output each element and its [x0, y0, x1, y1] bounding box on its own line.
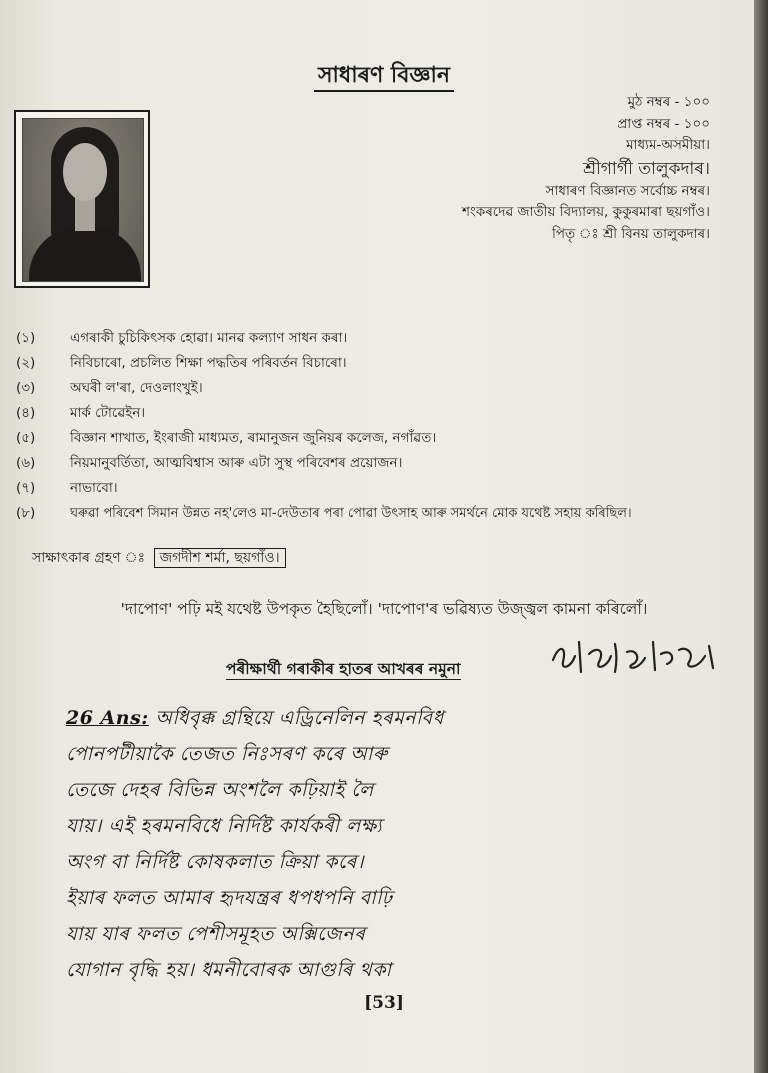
interview-credit [32, 547, 286, 569]
list-item: (৫) বিজ্ঞান শাখাত, ইংৰাজী মাধ্যমত, ৰামানুজন জুনিয়ৰ কলেজ, নগাঁৱত। [16, 430, 437, 446]
list-item: (৬) নিয়মানুবৰ্তিতা, আত্মবিশ্বাস আৰু এটা সুস্থ পৰিবেশৰ প্ৰয়োজন। [16, 455, 403, 471]
list-item: (৮) ঘৰুৱা পৰিবেশ সিমান উন্নত নহ'লেও মা-দেউতাৰ পৰা পোৱা উৎসাহ আৰু সমৰ্থনে মোক যথেষ্ট সহায় কৰিছিল। [16, 505, 632, 521]
answer-prefix: 26 Ans: [66, 707, 149, 729]
list-item: (১) এগৰাকী চুচিকিৎসক হোৱা। মানৱ কল্যাণ সাধন কৰা। [16, 330, 348, 346]
portrait-image [22, 118, 144, 282]
handwriting-line: যায়। এই হৰমনবিধে নিৰ্দিষ্ট কাৰ্যকৰী লক্ষ্য [66, 815, 383, 837]
interviewer-name: জগদীশ শৰ্মা, ছয়গাঁও। [154, 548, 286, 568]
student-name: শ্ৰীগাৰ্গী তালুকদাৰ। [583, 158, 710, 179]
page-number: [53] [364, 993, 404, 1013]
handwriting-line: তেজে দেহৰ বিভিন্ন অংশলৈ কঢ়িয়াই লৈ [66, 779, 374, 801]
school-name: শংকৰদেৱ জাতীয় বিদ্যালয়, কুকুৰমাৰা ছয়গাঁও। [461, 204, 710, 220]
student-info [462, 92, 710, 245]
handwriting-line: যোগান বৃদ্ধি হয়। ধমনীবোৰক আগুৰি থকা [66, 959, 392, 981]
signature [545, 632, 725, 682]
handwriting-sample [66, 700, 706, 988]
achievement: সাধাৰণ বিজ্ঞানত সৰ্বোচ্চ নম্বৰ। [545, 182, 710, 199]
handwriting-sample-heading: পৰীক্ষাৰ্থী গৰাকীৰ হাতৰ আখৰৰ নমুনা [226, 660, 461, 678]
page-title: সাধাৰণ বিজ্ঞান [0, 58, 768, 95]
answer-list [16, 326, 746, 526]
handwriting-line: যায় যাৰ ফলত পেশীসমূহত অক্সিজেনৰ [66, 923, 366, 945]
list-item: (৩) অঘৰী ল'ৰা, দেওলাংখুই। [16, 380, 203, 396]
list-item: (৪) মাৰ্ক টোৱেইন। [16, 405, 146, 421]
interview-label: সাক্ষাৎকাৰ গ্ৰহণ ঃ [32, 550, 146, 566]
medium: মাধ্যম-অসমীয়া। [626, 137, 710, 153]
handwriting-line: পোনপটীয়াকৈ তেজত নিঃসৰণ কৰে আৰু [66, 743, 388, 765]
handwriting-line: অংগ বা নিৰ্দিষ্ট কোষকলাত ক্ৰিয়া কৰে। [66, 851, 365, 873]
father-name: পিতৃ ঃ শ্ৰী বিনয় তালুকদাৰ। [551, 225, 710, 242]
handwriting-line: ইয়াৰ ফলত আমাৰ হৃদযন্ত্ৰৰ ধপধপনি বাঢ়ি [66, 887, 393, 909]
student-note: 'দাপোণ' পঢ়ি মই যথেষ্ট উপকৃত হৈছিলোঁ। 'দাপোণ'ৰ ভৱিষ্যত উজ্জ্বল কামনা কৰিলোঁ। [120, 600, 648, 618]
book-spine-edge [754, 0, 768, 1073]
list-item: (৭) নাভাবো। [16, 480, 118, 496]
total-marks: মুঠ নম্বৰ - ১০০ [627, 94, 710, 110]
obtained-marks: প্ৰাপ্ত নম্বৰ - ১০০ [617, 115, 710, 132]
student-photo [14, 110, 150, 288]
handwriting-line: 26 Ans: অধিবৃক্ক গ্ৰন্থিয়ে এড্ৰিনেলিন হৰমনবিধ [66, 707, 444, 729]
list-item: (২) নিবিচাৰো, প্ৰচলিত শিক্ষা পদ্ধতিৰ পৰিবৰ্তন বিচাৰো। [16, 355, 347, 371]
